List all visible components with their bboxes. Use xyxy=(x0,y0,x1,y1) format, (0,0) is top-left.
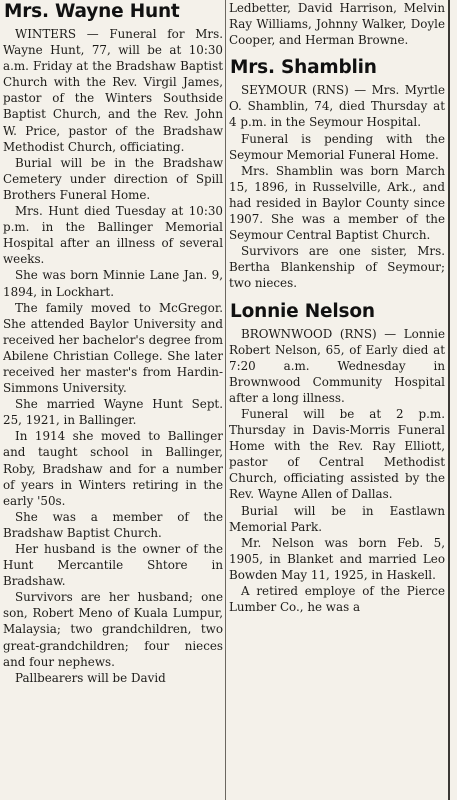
paragraph: She was a member of the Bradshaw Baptist Church. xyxy=(3,509,223,540)
obituary-body-hunt xyxy=(3,26,223,686)
column-divider xyxy=(225,0,226,800)
paragraph: Survivors are one sister, Mrs. Bertha Blankenship of Seymour; two nieces. xyxy=(229,244,445,291)
obituary-headline-shamblin: Mrs. Shamblin xyxy=(230,57,377,79)
paragraph: She was born Minnie Lane Jan. 9, 1894, in Lockhart. xyxy=(3,268,223,299)
paragraph: Mrs. Hunt died Tuesday at 10:30 p.m. in the Ballinger Memorial Hospital after an illness of several weeks. xyxy=(3,204,223,267)
paragraph: BROWNWOOD (RNS) — Lonnie Robert Nelson, 65, of Early died at 7:20 a.m. Wednesday in Brownwood Community Hospital after a long illness. xyxy=(229,326,445,405)
paragraph: WINTERS — Funeral for Mrs. Wayne Hunt, 77, will be at 10:30 a.m. Friday at the Bradshaw Baptist Church with the Rev. Virgil James, pastor of the Winters Southside Baptist Church, and the Rev. John W. Price, pastor of the Bradshaw Methodist Church, officiating. xyxy=(3,27,223,154)
paragraph: Her husband is the owner of the Hunt Mercantile Shtore in Bradshaw. xyxy=(3,542,223,589)
obituary-headline-hunt: Mrs. Wayne Hunt xyxy=(4,1,180,22)
obituary-headline-nelson: Lonnie Nelson xyxy=(230,300,375,322)
continuation-text xyxy=(229,0,445,48)
paragraph: Burial will be in the Bradshaw Cemetery under direction of Spill Brothers Funeral Home. xyxy=(3,155,223,202)
paragraph: Mrs. Shamblin was born March 15, 1896, in Russelville, Ark., and had resided in Baylor County since 1907. She was a member of the Seymour Central Baptist Church. xyxy=(229,163,445,243)
paragraph: Funeral will be at 2 p.m. Thursday in Davis-Morris Funeral Home with the Rev. Ray Elliott, pastor of Central Methodist Church, officiating assisted by the Rev. Wayne Allen of Dallas. xyxy=(229,406,445,502)
paragraph: Funeral is pending with the Seymour Memorial Funeral Home. xyxy=(229,131,445,162)
paragraph: Pallbearers will be David xyxy=(15,670,166,685)
clipping-edge xyxy=(448,0,450,800)
paragraph: Burial will be in Eastlawn Memorial Park. xyxy=(229,503,445,534)
paragraph: She married Wayne Hunt Sept. 25, 1921, in Ballinger. xyxy=(3,397,223,428)
obituary-body-shamblin xyxy=(229,82,445,291)
paragraph: In 1914 she moved to Ballinger and taught school in Ballinger, Roby, Bradshaw and for a number of years in Winters retiring in the early '50s. xyxy=(3,429,223,508)
paragraph: Survivors are her husband; one son, Robert Meno of Kuala Lumpur, Malaysia; two grandchildren, two great-grandchildren; four nieces and four nephews. xyxy=(3,590,223,669)
paragraph: Ledbetter, David Harrison, Melvin Ray Williams, Johnny Walker, Doyle Cooper, and Herman Browne. xyxy=(229,1,445,48)
paragraph: The family moved to McGregor. She attended Baylor University and received her bachelor's degree from Abilene Christian College. She later received her master's from Hardin-Simmons University. xyxy=(3,300,223,396)
right-column xyxy=(229,0,445,800)
paragraph: SEYMOUR (RNS) — Mrs. Myrtle O. Shamblin, 74, died Thursday at 4 p.m. in the Seymour Hospital. xyxy=(229,83,445,130)
paragraph: A retired employe of the Pierce Lumber Co., he was a xyxy=(229,584,445,615)
left-column xyxy=(3,0,223,800)
paragraph: Mr. Nelson was born Feb. 5, 1905, in Blanket and married Leo Bowden May 11, 1925, in Haskell. xyxy=(229,535,445,582)
obituary-body-nelson xyxy=(229,326,445,616)
